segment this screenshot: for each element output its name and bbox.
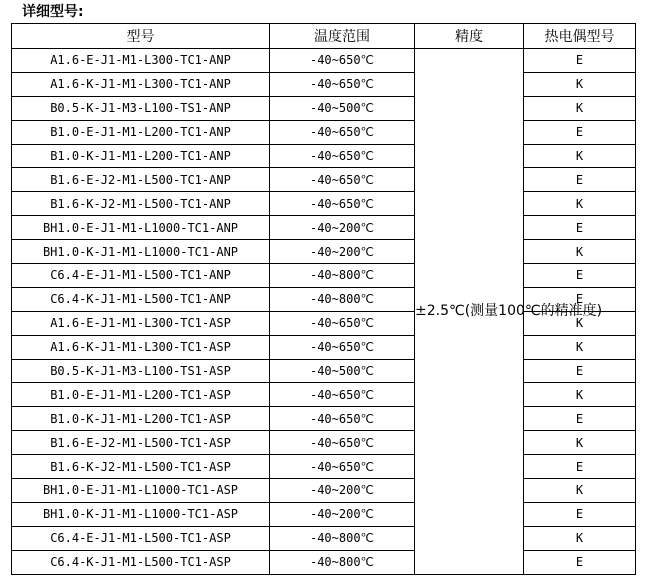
model-cell: B1.6-E-J2-M1-L500-TC1-ASP [12, 431, 270, 455]
temperature-range-cell: -40~650℃ [270, 120, 415, 144]
table-row [12, 526, 636, 550]
thermocouple-type-cell: E [524, 264, 636, 288]
model-cell: BH1.0-E-J1-M1-L1000-TC1-ASP [12, 479, 270, 503]
table-body [12, 49, 636, 575]
temperature-range-cell: -40~650℃ [270, 311, 415, 335]
table-row [12, 550, 636, 574]
header-thermocouple-type: 热电偶型号 [524, 24, 636, 49]
thermocouple-type-cell: E [524, 287, 636, 311]
table-row [12, 479, 636, 503]
temperature-range-cell: -40~800℃ [270, 264, 415, 288]
model-cell: BH1.0-K-J1-M1-L1000-TC1-ASP [12, 502, 270, 526]
table-row [12, 96, 636, 120]
temperature-range-cell: -40~650℃ [270, 72, 415, 96]
temperature-range-cell: -40~650℃ [270, 455, 415, 479]
model-cell: C6.4-K-J1-M1-L500-TC1-ASP [12, 550, 270, 574]
thermocouple-type-cell: E [524, 455, 636, 479]
thermocouple-type-cell: K [524, 144, 636, 168]
precision-cell: ±2.5℃(测量100℃的精准度) [415, 49, 524, 575]
table-row [12, 72, 636, 96]
thermocouple-type-cell: E [524, 407, 636, 431]
thermocouple-type-cell: E [524, 120, 636, 144]
temperature-range-cell: -40~650℃ [270, 49, 415, 73]
table-row [12, 168, 636, 192]
thermocouple-type-cell: K [524, 479, 636, 503]
section-heading: 详细型号: [22, 4, 84, 20]
model-cell: B1.0-K-J1-M1-L200-TC1-ASP [12, 407, 270, 431]
table-row [12, 49, 636, 73]
thermocouple-type-cell: K [524, 335, 636, 359]
thermocouple-type-cell: K [524, 240, 636, 264]
table-row [12, 216, 636, 240]
model-cell: A1.6-E-J1-M1-L300-TC1-ANP [12, 49, 270, 73]
thermocouple-type-cell: E [524, 359, 636, 383]
model-cell: C6.4-E-J1-M1-L500-TC1-ANP [12, 264, 270, 288]
model-cell: C6.4-E-J1-M1-L500-TC1-ASP [12, 526, 270, 550]
model-cell: B1.0-K-J1-M1-L200-TC1-ANP [12, 144, 270, 168]
table-row [12, 502, 636, 526]
model-table [11, 23, 636, 575]
thermocouple-type-cell: K [524, 383, 636, 407]
model-cell: B0.5-K-J1-M3-L100-TS1-ASP [12, 359, 270, 383]
model-cell: B1.0-E-J1-M1-L200-TC1-ANP [12, 120, 270, 144]
temperature-range-cell: -40~500℃ [270, 359, 415, 383]
temperature-range-cell: -40~650℃ [270, 335, 415, 359]
table-row [12, 359, 636, 383]
model-cell: B1.6-K-J2-M1-L500-TC1-ANP [12, 192, 270, 216]
model-cell: BH1.0-K-J1-M1-L1000-TC1-ANP [12, 240, 270, 264]
model-cell: A1.6-K-J1-M1-L300-TC1-ANP [12, 72, 270, 96]
table-row [12, 120, 636, 144]
temperature-range-cell: -40~500℃ [270, 96, 415, 120]
thermocouple-type-cell: E [524, 550, 636, 574]
temperature-range-cell: -40~200℃ [270, 216, 415, 240]
model-cell: B1.6-K-J2-M1-L500-TC1-ASP [12, 455, 270, 479]
model-cell: B1.6-E-J2-M1-L500-TC1-ANP [12, 168, 270, 192]
thermocouple-type-cell: E [524, 216, 636, 240]
table-header-row [12, 24, 636, 49]
table-row [12, 455, 636, 479]
temperature-range-cell: -40~650℃ [270, 407, 415, 431]
header-precision: 精度 [415, 24, 524, 49]
temperature-range-cell: -40~650℃ [270, 168, 415, 192]
table-row [12, 383, 636, 407]
model-cell: A1.6-K-J1-M1-L300-TC1-ASP [12, 335, 270, 359]
thermocouple-type-cell: K [524, 311, 636, 335]
thermocouple-type-cell: E [524, 168, 636, 192]
table-row [12, 431, 636, 455]
table-row [12, 192, 636, 216]
table-row [12, 335, 636, 359]
temperature-range-cell: -40~650℃ [270, 144, 415, 168]
thermocouple-type-cell: K [524, 72, 636, 96]
model-cell: B1.0-E-J1-M1-L200-TC1-ASP [12, 383, 270, 407]
temperature-range-cell: -40~650℃ [270, 431, 415, 455]
thermocouple-type-cell: K [524, 96, 636, 120]
model-cell: A1.6-E-J1-M1-L300-TC1-ASP [12, 311, 270, 335]
temperature-range-cell: -40~800℃ [270, 550, 415, 574]
model-cell: C6.4-K-J1-M1-L500-TC1-ANP [12, 287, 270, 311]
model-cell: BH1.0-E-J1-M1-L1000-TC1-ANP [12, 216, 270, 240]
table-row [12, 407, 636, 431]
temperature-range-cell: -40~650℃ [270, 383, 415, 407]
temperature-range-cell: -40~200℃ [270, 502, 415, 526]
model-cell: B0.5-K-J1-M3-L100-TS1-ANP [12, 96, 270, 120]
temperature-range-cell: -40~800℃ [270, 287, 415, 311]
temperature-range-cell: -40~200℃ [270, 479, 415, 503]
thermocouple-type-cell: K [524, 192, 636, 216]
thermocouple-type-cell: K [524, 526, 636, 550]
header-model: 型号 [12, 24, 270, 49]
thermocouple-type-cell: E [524, 502, 636, 526]
temperature-range-cell: -40~200℃ [270, 240, 415, 264]
table-row [12, 144, 636, 168]
table-row [12, 264, 636, 288]
table-row [12, 240, 636, 264]
temperature-range-cell: -40~800℃ [270, 526, 415, 550]
temperature-range-cell: -40~650℃ [270, 192, 415, 216]
thermocouple-type-cell: K [524, 431, 636, 455]
thermocouple-type-cell: E [524, 49, 636, 73]
header-temperature-range: 温度范围 [270, 24, 415, 49]
